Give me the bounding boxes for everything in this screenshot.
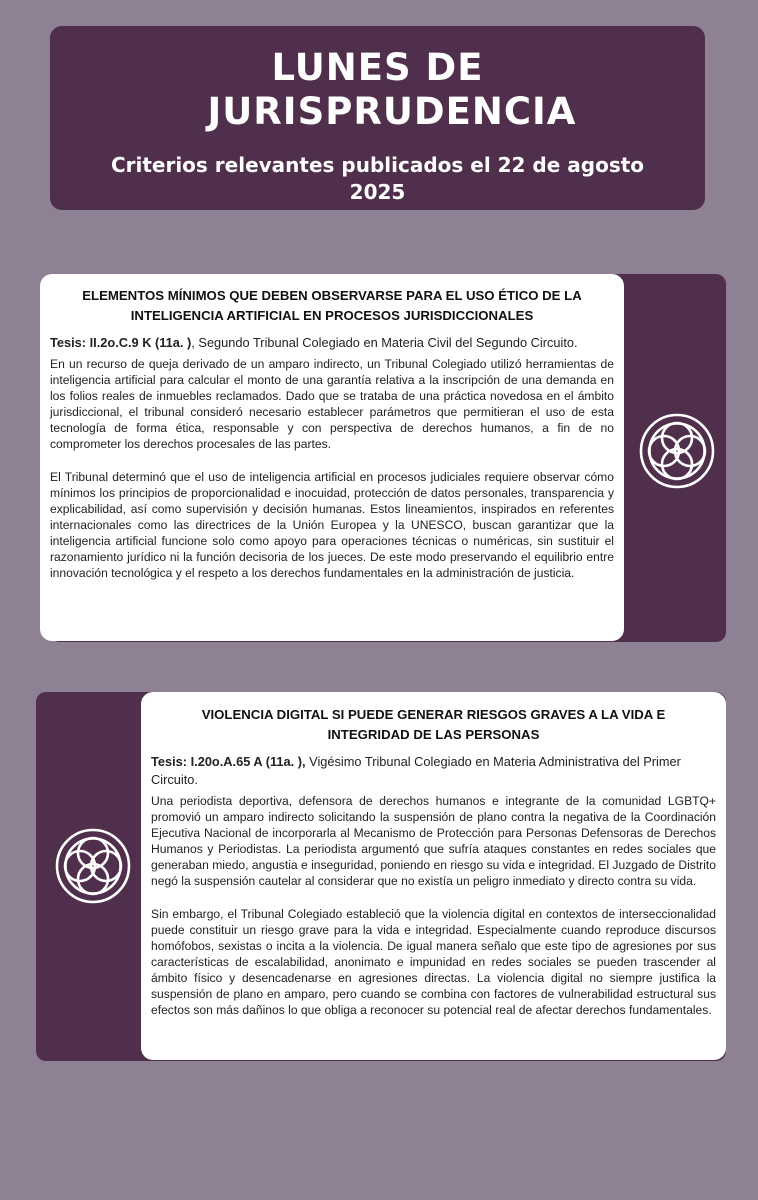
section-2-paragraph-1: Una periodista deportiva, defensora de derechos humanos e integrante de la comunidad LGBTQ+ promovió un amparo indirecto solicitando la suspensión de plano contra la negativa de la Coordinación Ejecutiva Nacional de incorporarla al Mecanismo de Protección para Personas Defensoras de Derechos Humanos y Periodistas. La periodista argumentó que sufría ataques constantes en redes sociales que generaban miedo, angustia e inseguridad, poniendo en riesgo su vida e integridad. El Juzgado de Distrito negó la suspensión cautelar al considerar que no existía un peligro inmediato y directo contra su vida. [151,794,716,889]
section-2-card [141,692,726,1060]
page-title: LUNES DE JURISPRUDENCIA [207,46,577,133]
section-1-tesis [50,334,614,352]
section-1-title: ELEMENTOS MÍNIMOS QUE DEBEN OBSERVARSE PARA EL USO ÉTICO DE LA INTELIGENCIA ARTIFICIAL EN PROCESOS JURISDICCIONALES [82,288,582,323]
section-1-tesis-court: , Segundo Tribunal Colegiado en Materia Civil del Segundo Circuito. [191,335,578,350]
section-1-card [40,274,624,641]
section-2-tesis [151,753,716,789]
section-2-title: VIOLENCIA DIGITAL SI PUEDE GENERAR RIESGOS GRAVES A LA VIDA E INTEGRIDAD DE LAS PERSONAS [201,707,666,742]
section-2-paragraph-2: Sin embargo, el Tribunal Colegiado estableció que la violencia digital en contextos de interseccionalidad puede constituir un riesgo grave para la vida e integridad. Especialmente cuando reproduce discursos homófobos, sexistas o incita a la violencia. De igual manera señalo que este tipo de agresiones por sus características de escalabilidad, anonimato e impunidad en redes sociales se pueden trascender al ámbito físico y desencadenarse en agresiones directas. La violencia digital no siempre justifica la suspensión de plano en amparo, pero cuando se combina con factores de vulnerabilidad estructural sus efectos son más dañinos lo que obliga a reconocer su potencial real de afectar derechos fundamentales. [151,906,716,1018]
section-2-tesis-court: Vigésimo Tribunal Colegiado en Materia Administrativa del Primer Circuito. [151,754,681,787]
section-2-tesis-label: Tesis: I.20o.A.65 A (11a. ), [151,754,306,769]
section-1-paragraph-1: En un recurso de queja derivado de un amparo indirecto, un Tribunal Colegiado utilizó herramientas de inteligencia artificial para calcular el monto de una garantía relativa a la inscripción de una demanda en los folios reales de inmuebles reclamados. Dado que se trataba de una práctica novedosa en el ámbito jurisdiccional, el tribunal consideró necesario establecer parámetros que permitieran el uso de esta tecnología de forma ética, responsable y con perspectiva de derechos humanos, a fin de no comprometer los derechos procesales de las partes. [50,357,614,452]
knot-emblem-icon [634,408,720,494]
header-banner [50,26,705,210]
section-1-paragraph-2: El Tribunal determinó que el uso de inteligencia artificial en procesos judiciales requiere observar cómo mínimos los principios de proporcionalidad e inocuidad, protección de datos personales, transparencia y explicabilidad, así como supervisión y decisión humanas. Estos lineamientos, inspirados en referentes internacionales como las directrices de la Unión Europea y la UNESCO, buscan garantizar que la inteligencia artificial funcione solo como apoyo para operaciones técnicas o numéricas, sin sustituir el razonamiento jurídico ni la función decisoria de los jueces. De este modo preservando el equilibrio entre innovación tecnológica y el respeto a los derechos fundamentales en la administración de justicia. [50,469,614,581]
knot-emblem-icon [50,823,136,909]
page-subtitle: Criterios relevantes publicados el 22 de agosto 2025 [110,153,645,204]
section-1-tesis-label: Tesis: II.2o.C.9 K (11a. ) [50,335,192,350]
